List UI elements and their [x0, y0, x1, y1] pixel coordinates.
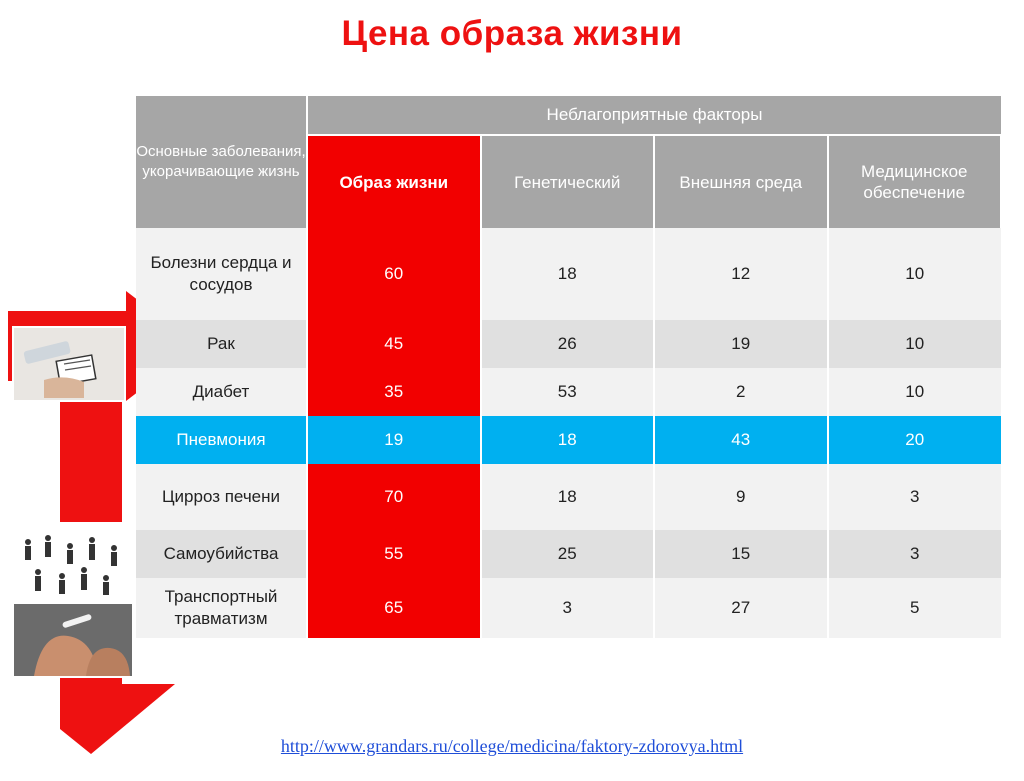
row-label: Пневмония: [136, 416, 307, 464]
source-link[interactable]: http://www.grandars.ru/college/medicina/faktory-zdorovya.html: [280, 736, 744, 756]
factors-table: [136, 96, 1002, 638]
table-row: [136, 530, 1001, 578]
row-label: Цирроз печени: [136, 464, 307, 530]
cell-lifestyle: 55: [307, 530, 481, 578]
cell-medical: 5: [828, 578, 1002, 638]
table-row: [136, 464, 1001, 530]
page-title: Цена образа жизни: [341, 14, 683, 53]
cell-environment: 12: [654, 228, 828, 320]
cell-genetic: 26: [481, 320, 655, 368]
cell-medical: 10: [828, 228, 1002, 320]
cell-genetic: 18: [481, 416, 655, 464]
row-label: Рак: [136, 320, 307, 368]
cell-genetic: 25: [481, 530, 655, 578]
cell-lifestyle: 35: [307, 368, 481, 416]
cell-genetic: 3: [481, 578, 655, 638]
row-label: Самоубийства: [136, 530, 307, 578]
cell-medical: 10: [828, 320, 1002, 368]
hands-photo: [12, 602, 134, 678]
row-header-label: Основные заболевания, укорачивающие жизнь: [136, 96, 307, 228]
cell-medical: 3: [828, 464, 1002, 530]
column-header-lifestyle: Образ жизни: [307, 135, 481, 228]
cell-lifestyle: 19: [307, 416, 481, 464]
cell-environment: 2: [654, 368, 828, 416]
column-header-medical: Медицинское обеспечение: [828, 135, 1002, 228]
row-label: Диабет: [136, 368, 307, 416]
cell-medical: 10: [828, 368, 1002, 416]
cell-lifestyle: 60: [307, 228, 481, 320]
cell-environment: 19: [654, 320, 828, 368]
crowd-photo: [12, 522, 134, 604]
cell-medical: 20: [828, 416, 1002, 464]
cell-genetic: 18: [481, 228, 655, 320]
cell-environment: 27: [654, 578, 828, 638]
cell-lifestyle: 65: [307, 578, 481, 638]
cell-environment: 15: [654, 530, 828, 578]
column-header-environment: Внешняя среда: [654, 135, 828, 228]
cell-environment: 43: [654, 416, 828, 464]
table-row: [136, 320, 1001, 368]
cigarette-photo: [12, 326, 126, 402]
cell-lifestyle: 45: [307, 320, 481, 368]
row-label: Транспортный травматизм: [136, 578, 307, 638]
row-label: Болезни сердца и сосудов: [136, 228, 307, 320]
cell-lifestyle: 70: [307, 464, 481, 530]
table-row: [136, 228, 1001, 320]
column-header-genetic: Генетический: [481, 135, 655, 228]
table-header-group-row: [136, 96, 1001, 135]
table-row: [136, 578, 1001, 638]
table-row-highlighted: [136, 416, 1001, 464]
cell-genetic: 18: [481, 464, 655, 530]
cell-genetic: 53: [481, 368, 655, 416]
cell-environment: 9: [654, 464, 828, 530]
table-row: [136, 368, 1001, 416]
column-group-header: Неблагоприятные факторы: [307, 96, 1001, 135]
cell-medical: 3: [828, 530, 1002, 578]
